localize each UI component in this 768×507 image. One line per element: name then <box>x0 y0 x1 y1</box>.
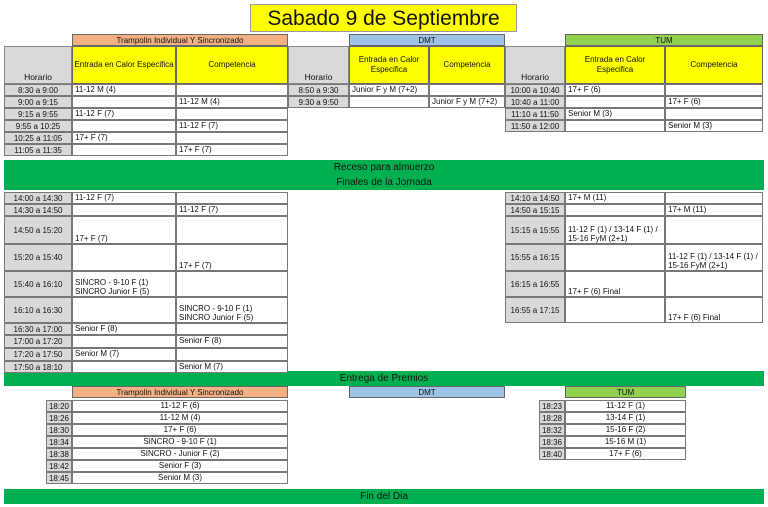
competencia-header-tramp: Competencia <box>176 46 288 84</box>
tum-award-time: 18:40 <box>539 448 565 460</box>
tramp-afternoon-time: 17:50 a 18:10 <box>4 361 72 373</box>
tramp-morning-time: 11:05 a 11:35 <box>4 144 72 156</box>
tramp-afternoon-time: 16:10 a 16:30 <box>4 297 72 323</box>
entrada-header-tramp: Entrada en Calor Especifica <box>72 46 176 84</box>
page-title: Sabado 9 de Septiembre <box>250 4 517 32</box>
tum-afternoon-entrada: 17+ F (6) Final <box>565 271 665 297</box>
tramp-afternoon-entrada: Senior M (7) <box>72 348 176 361</box>
tum-afternoon-competencia: 17+ F (6) Final <box>665 297 763 323</box>
tum-award-category: 15-16 F (2) <box>565 424 686 436</box>
tramp-award-category: SINCRO - 9-10 F (1) <box>72 436 288 448</box>
tum-morning-entrada <box>565 120 665 132</box>
tramp-afternoon-time: 14:30 a 14:50 <box>4 204 72 216</box>
entrega-band: Entrega de Premios <box>4 371 764 386</box>
horario-header-tum: Horario <box>505 46 565 84</box>
tum-award-category: 13-14 F (1) <box>565 412 686 424</box>
dmt-morning-competencia: Junior F y M (7+2) <box>429 96 505 108</box>
tum-afternoon-competencia: 17+ M (11) <box>665 204 763 216</box>
tramp-afternoon-entrada <box>72 361 176 373</box>
tramp-afternoon-time: 15:20 a 15:40 <box>4 244 72 271</box>
tramp-afternoon-competencia: SINCRO - 9-10 F (1) SINCRO Junior F (5) <box>176 297 288 323</box>
tum-afternoon-entrada <box>565 204 665 216</box>
tum-award-time: 18:28 <box>539 412 565 424</box>
tramp-afternoon-entrada <box>72 297 176 323</box>
dmt-morning-competencia <box>429 84 505 96</box>
tum-afternoon-entrada: 17+ M (11) <box>565 192 665 204</box>
tramp-afternoon-entrada <box>72 335 176 348</box>
tramp-morning-time: 10:25 a 11:05 <box>4 132 72 144</box>
tramp-afternoon-competencia: 17+ F (7) <box>176 244 288 271</box>
tramp-award-time: 18:20 <box>46 400 72 412</box>
tum-morning-competencia <box>665 108 763 120</box>
tramp-award-time: 18:34 <box>46 436 72 448</box>
dmt-morning-time: 9:30 a 9:50 <box>288 96 349 108</box>
tum-section-header: TUM <box>565 34 763 46</box>
tum-award-time: 18:36 <box>539 436 565 448</box>
tum-morning-entrada: Senior M (3) <box>565 108 665 120</box>
tramp-afternoon-entrada: 11-12 F (7) <box>72 192 176 204</box>
tum-award-category: 11-12 F (1) <box>565 400 686 412</box>
tramp-awards-header: Trampolin Individual Y Sincronizado <box>72 386 288 398</box>
tum-morning-competencia: 17+ F (6) <box>665 96 763 108</box>
dmt-morning-entrada: Junior F y M (7+2) <box>349 84 429 96</box>
tramp-afternoon-competencia <box>176 216 288 244</box>
tramp-morning-time: 9:55 a 10:25 <box>4 120 72 132</box>
tum-awards-header: TUM <box>565 386 686 398</box>
tramp-award-category: 17+ F (6) <box>72 424 288 436</box>
tramp-afternoon-competencia <box>176 271 288 297</box>
tum-afternoon-time: 15:55 a 16:15 <box>505 244 565 271</box>
dmt-morning-entrada <box>349 96 429 108</box>
tramp-morning-competencia: 11-12 M (4) <box>176 96 288 108</box>
dmt-morning-time: 8:50 a 9:30 <box>288 84 349 96</box>
tum-afternoon-competencia: 11-12 F (1) / 13-14 F (1) / 15-16 FyM (2+1) <box>665 244 763 271</box>
tum-afternoon-competencia <box>665 192 763 204</box>
dmt-awards-header: DMT <box>349 386 505 398</box>
tum-morning-time: 11:50 a 12:00 <box>505 120 565 132</box>
tum-morning-time: 10:00 a 10:40 <box>505 84 565 96</box>
tramp-morning-competencia <box>176 84 288 96</box>
horario-header-tramp: Horario <box>4 46 72 84</box>
tramp-award-category: Senior M (3) <box>72 472 288 484</box>
tum-award-time: 18:23 <box>539 400 565 412</box>
tum-award-category: 17+ F (6) <box>565 448 686 460</box>
tum-afternoon-time: 14:10 a 14:50 <box>505 192 565 204</box>
tramp-morning-entrada <box>72 120 176 132</box>
tramp-afternoon-competencia <box>176 192 288 204</box>
tramp-afternoon-time: 16:30 a 17:00 <box>4 323 72 335</box>
tum-morning-competencia <box>665 84 763 96</box>
tramp-award-category: Senior F (3) <box>72 460 288 472</box>
tramp-morning-competencia: 17+ F (7) <box>176 144 288 156</box>
tramp-afternoon-competencia <box>176 323 288 335</box>
tum-afternoon-time: 14:50 a 15:15 <box>505 204 565 216</box>
competencia-header-dmt: Competencia <box>429 46 505 84</box>
tramp-afternoon-competencia: 11-12 F (7) <box>176 204 288 216</box>
tramp-award-category: SINCRO - Junior F (2) <box>72 448 288 460</box>
horario-header-dmt: Horario <box>288 46 349 84</box>
tum-morning-time: 10:40 a 11:00 <box>505 96 565 108</box>
tum-morning-entrada <box>565 96 665 108</box>
tum-afternoon-time: 16:55 a 17:15 <box>505 297 565 323</box>
tramp-afternoon-time: 14:50 a 15:20 <box>4 216 72 244</box>
tramp-morning-entrada: 11-12 F (7) <box>72 108 176 120</box>
tramp-morning-entrada <box>72 144 176 156</box>
entrada-header-dmt: Entrada en Calor Especifica <box>349 46 429 84</box>
tramp-award-category: 11-12 M (4) <box>72 412 288 424</box>
tramp-afternoon-entrada <box>72 244 176 271</box>
tramp-section-header: Trampolin Individual Y Sincronizado <box>72 34 288 46</box>
tramp-morning-entrada: 17+ F (7) <box>72 132 176 144</box>
tramp-afternoon-entrada: SINCRO - 9-10 F (1) SINCRO Junior F (5) <box>72 271 176 297</box>
dmt-section-header: DMT <box>349 34 505 46</box>
tramp-morning-competencia <box>176 132 288 144</box>
tum-afternoon-time: 16:15 a 16:55 <box>505 271 565 297</box>
tum-afternoon-competencia <box>665 271 763 297</box>
tum-morning-time: 11:10 a 11:50 <box>505 108 565 120</box>
tramp-morning-time: 9:00 a 9:15 <box>4 96 72 108</box>
tramp-morning-entrada <box>72 96 176 108</box>
competencia-header-tum: Competencia <box>665 46 763 84</box>
tum-afternoon-entrada <box>565 244 665 271</box>
tramp-morning-time: 9:15 a 9:55 <box>4 108 72 120</box>
receso-band: Receso para almuerzo <box>4 160 764 176</box>
tramp-award-time: 18:42 <box>46 460 72 472</box>
tum-afternoon-time: 15:15 a 15:55 <box>505 216 565 244</box>
tum-morning-competencia: Senior M (3) <box>665 120 763 132</box>
tum-morning-entrada: 17+ F (6) <box>565 84 665 96</box>
tramp-morning-entrada: 11-12 M (4) <box>72 84 176 96</box>
tramp-afternoon-entrada <box>72 204 176 216</box>
tramp-afternoon-time: 17:00 a 17:20 <box>4 335 72 348</box>
tum-award-time: 18:32 <box>539 424 565 436</box>
tramp-award-time: 18:26 <box>46 412 72 424</box>
tum-afternoon-entrada: 11-12 F (1) / 13-14 F (1) / 15-16 FyM (2+1) <box>565 216 665 244</box>
tramp-award-category: 11-12 F (6) <box>72 400 288 412</box>
tramp-afternoon-entrada: 17+ F (7) <box>72 216 176 244</box>
tramp-afternoon-competencia: Senior M (7) <box>176 361 288 373</box>
tramp-afternoon-time: 14:00 a 14:30 <box>4 192 72 204</box>
tum-award-category: 15-16 M (1) <box>565 436 686 448</box>
tramp-award-time: 18:45 <box>46 472 72 484</box>
tum-afternoon-competencia <box>665 216 763 244</box>
tramp-morning-competencia: 11-12 F (7) <box>176 120 288 132</box>
entrada-header-tum: Entrada en Calor Especifica <box>565 46 665 84</box>
tramp-award-time: 18:30 <box>46 424 72 436</box>
tramp-award-time: 18:38 <box>46 448 72 460</box>
fin-band: Fin del Dia <box>4 489 764 504</box>
tramp-morning-time: 8:30 a 9:00 <box>4 84 72 96</box>
tramp-afternoon-competencia: Senior F (8) <box>176 335 288 348</box>
finales-band: Finales de la Jornada <box>4 176 764 190</box>
tramp-morning-competencia <box>176 108 288 120</box>
tum-afternoon-entrada <box>565 297 665 323</box>
tramp-afternoon-entrada: Senior F (8) <box>72 323 176 335</box>
tramp-afternoon-competencia <box>176 348 288 361</box>
tramp-afternoon-time: 17:20 a 17:50 <box>4 348 72 361</box>
tramp-afternoon-time: 15:40 a 16:10 <box>4 271 72 297</box>
